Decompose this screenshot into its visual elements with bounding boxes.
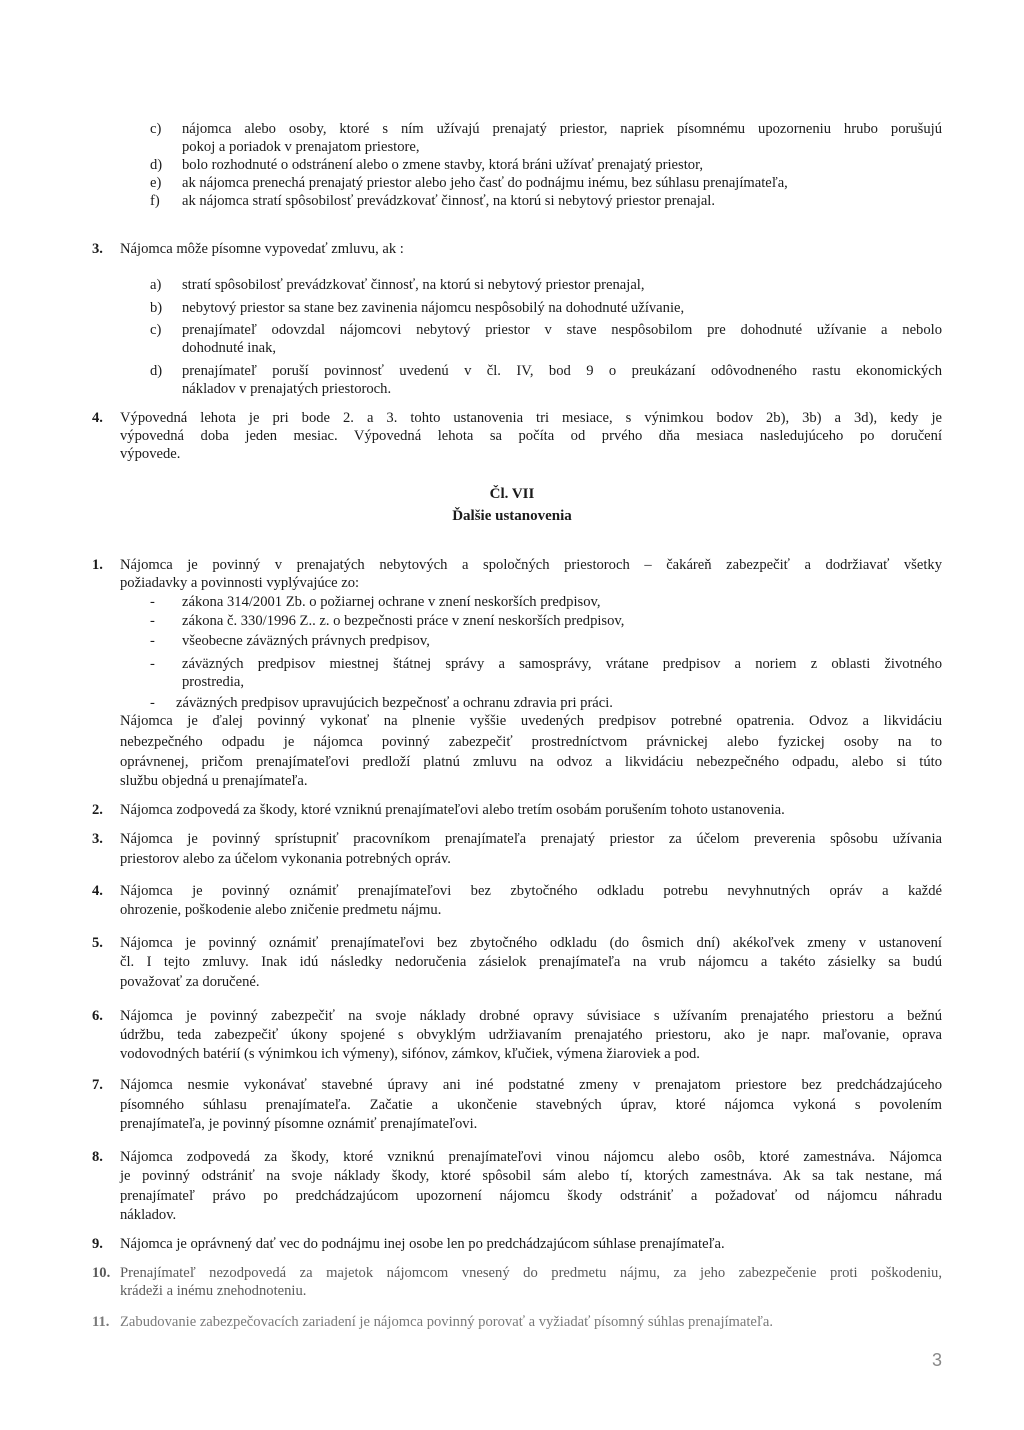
dash-bullet: - [150, 695, 155, 711]
point-line: ohrozenie, poškodenie alebo zničenie predmetu nájmu. [120, 902, 442, 918]
point-line: vodovodných batérií (s výnimkou ich výmeny), sifónov, zámkov, kľučiek, výmena žiaroviek a pod. [120, 1046, 700, 1062]
point-line: Zabudovanie zabezpečovacích zariadení je nájomca povinný porovať a vyžiadať písomný súhlas prenajímateľa. [120, 1314, 773, 1330]
dash-bullet: - [150, 656, 155, 672]
paragraph-number: 3. [92, 241, 103, 257]
point-line: Nájomca zodpovedá za škody, ktoré vzniknú prenajímateľovi alebo tretím osobám porušením tohoto ustanovenia. [120, 802, 785, 818]
item-text-line: prenajímateľ odovzdal nájomcovi nebytový priestor v stave nespôsobilom pre dohodnuté užívanie a nebolo [182, 322, 942, 338]
point-number: 6. [92, 1008, 103, 1024]
dash-item-line: zákona 314/2001 Zb. o požiarnej ochrane v znení neskorších predpisov, [182, 594, 601, 610]
point-number: 8. [92, 1149, 103, 1165]
point-number: 11. [92, 1314, 110, 1330]
point-line: Nájomca je povinný oznámiť prenajímateľovi bez zbytočného odkladu potrebu nevyhnutných opráv a každé [120, 883, 942, 899]
point-line: požiadavky a povinnosti vyplývajúce zo: [120, 575, 360, 591]
item-label: e) [150, 175, 162, 191]
point-line: je povinný odstrániť na svoje náklady škody, ktoré spôsobil sám alebo tí, ktorých zamestnáva. Ak sa tak nestane, má [120, 1168, 942, 1184]
point-line: službu objedná u prenajímateľa. [120, 773, 308, 789]
item-text-line: prenajímateľ poruší povinnosť uvedenú v čl. IV, bod 9 o preukázaní odôvodneného rastu ekonomických [182, 363, 942, 379]
dash-bullet: - [150, 613, 155, 629]
point-line: nebezpečného odpadu je nájomca povinný zabezpečiť prostredníctvom právnickej alebo fyzickej osoby na to [120, 734, 942, 750]
item-label: a) [150, 277, 162, 293]
point-line: Nájomca nesmie vykonávať stavebné úpravy ani iné podstatné zmeny v prenajatom priestore bez predchádzajúceho [120, 1077, 942, 1093]
point-number: 9. [92, 1236, 103, 1252]
item-text-line: nebytový priestor sa stane bez zavinenia nájomcu nespôsobilý na dohodnuté užívanie, [182, 300, 685, 316]
item-text-line: pokoj a poriadok v prenajatom priestore, [182, 139, 420, 155]
point-line: nákladov. [120, 1207, 177, 1223]
item-label: c) [150, 322, 162, 338]
paragraph-line: Výpovedná lehota je pri bode 2. a 3. tohto ustanovenia tri mesiace, s výnimkou bodov 2b), 3b) a 3d), kedy je [120, 410, 942, 426]
item-label: d) [150, 363, 163, 379]
point-line: oprávnenej, pričom prenajímateľovi predloží platnú zmluvu na odvoz a likvidáciu nebezpečného odpadu, alebo si túto [120, 754, 942, 770]
point-line: písomného súhlasu prenajímateľa. Začatie a ukončenie stavebných úprav, ktoré nájomca vykoná s povolením [120, 1097, 942, 1113]
point-line: Prenajímateľ nezodpovedá za majetok nájomcom vnesený do predmetu nájmu, za jeho zabezpečenie proti poškodeniu, [120, 1265, 942, 1281]
item-text-line: bolo rozhodnuté o odstránení alebo o zmene stavby, ktorá bráni užívať prenajatý priestor, [182, 157, 703, 173]
point-number: 5. [92, 935, 103, 951]
point-number: 4. [92, 883, 103, 899]
point-line: Nájomca je povinný v prenajatých nebytových a spoločných priestoroch – čakáreň zabezpečiť a dodržiavať všetky [120, 557, 942, 573]
page-number: 3 [931, 1350, 942, 1370]
item-label: c) [150, 121, 162, 137]
item-text-line: dohodnuté inak, [182, 340, 277, 356]
point-line: Nájomca je povinný sprístupniť pracovníkom prenajímateľa prenajatý priestor za účelom preverenia spôsobu užívania [120, 831, 942, 847]
point-line: prenajímateľa, je povinný písomne oznámiť prenajímateľovi. [120, 1116, 478, 1132]
point-line: Nájomca je povinný zabezpečiť na svoje náklady drobné opravy súvisiace s užívaním prenajatého priestoru a bežnú [120, 1008, 942, 1024]
point-line: Nájomca je ďalej povinný vykonať na plnenie vyššie uvedených predpisov potrebné opatrenia. Odvoz a likvidáciu [120, 713, 942, 729]
dash-item-line: všeobecne záväzných právnych predpisov, [182, 633, 430, 649]
point-number: 3. [92, 831, 103, 847]
paragraph-line: výpovede. [120, 446, 181, 462]
paragraph-number: 4. [92, 410, 103, 426]
paragraph-intro: Nájomca môže písomne vypovedať zmluvu, ak : [120, 241, 404, 257]
item-label: b) [150, 300, 163, 316]
item-text-line: stratí spôsobilosť prevádzkovať činnosť, na ktorú si nebytový priestor prenajal, [182, 277, 645, 293]
item-text-line: nákladov v prenajatých priestoroch. [182, 381, 392, 397]
dash-item-line: záväzných predpisov miestnej štátnej správy a samosprávy, vrátane predpisov a noriem z oblasti životného [182, 656, 942, 672]
point-line: údržbu, teda zabezpečiť úkony spojené s obvyklým udržiavaním prenajatého priestoru, ako je napr. maľovanie, oprava [120, 1027, 942, 1043]
point-number: 7. [92, 1077, 103, 1093]
point-line: prenajímateľ právo po predchádzajúcom upozornení nájomcu škody odstrániť a požadovať od nájomcu náhradu [120, 1188, 942, 1204]
item-label: d) [150, 157, 163, 173]
dash-item-line: záväzných predpisov upravujúcich bezpečnosť a ochranu zdravia pri práci. [176, 695, 613, 711]
point-line: priestorov alebo za účelom vykonania potrebných opráv. [120, 851, 451, 867]
point-line: Nájomca zodpovedá za škody, ktoré vzniknú prenajímateľovi vinou nájomcu alebo osôb, ktoré zamestnáva. Nájomca [120, 1149, 942, 1165]
point-line: považovať za doručené. [120, 974, 260, 990]
point-line: čl. I tejto zmluvy. Inak idú následky nedoručenia zásielok prenajímateľa na vrub nájomcu a takéto zásielky sa budú [120, 954, 942, 970]
point-line: Nájomca je oprávnený dať vec do podnájmu inej osobe len po predchádzajúcom súhlase prenajímateľa. [120, 1236, 725, 1252]
dash-bullet: - [150, 633, 155, 649]
point-line: Nájomca je povinný oznámiť prenajímateľovi bez zbytočného odkladu (do ôsmich dní) akékoľvek zmeny v ustanovení [120, 935, 942, 951]
paragraph-line: výpovedná doba jeden mesiac. Výpovedná lehota sa počíta od prvého dňa mesiaca nasledujúceho po doručení [120, 428, 942, 444]
point-line: krádeži a inému znehodnoteniu. [120, 1283, 307, 1299]
item-text-line: ak nájomca stratí spôsobilosť prevádzkovať činnosť, na ktorú si nebytový priestor prenajal. [182, 193, 716, 209]
article-number: Čl. VII [489, 486, 535, 502]
item-text-line: nájomca alebo osoby, ktoré s ním užívajú prenajatý priestor, napriek písomnému upozorneniu hrubo porušujú [182, 121, 942, 137]
dash-bullet: - [150, 594, 155, 610]
dash-item-line: zákona č. 330/1996 Z.. z. o bezpečnosti práce v znení neskorších predpisov, [182, 613, 625, 629]
dash-item-line: prostredia, [182, 674, 245, 690]
point-number: 10. [92, 1265, 111, 1281]
item-text-line: ak nájomca prenechá prenajatý priestor alebo jeho časť do podnájmu inému, bez súhlasu prenajímateľa, [182, 175, 788, 191]
article-title: Ďalšie ustanovenia [452, 508, 572, 524]
point-number: 2. [92, 802, 103, 818]
item-label: f) [150, 193, 160, 209]
point-number: 1. [92, 557, 103, 573]
